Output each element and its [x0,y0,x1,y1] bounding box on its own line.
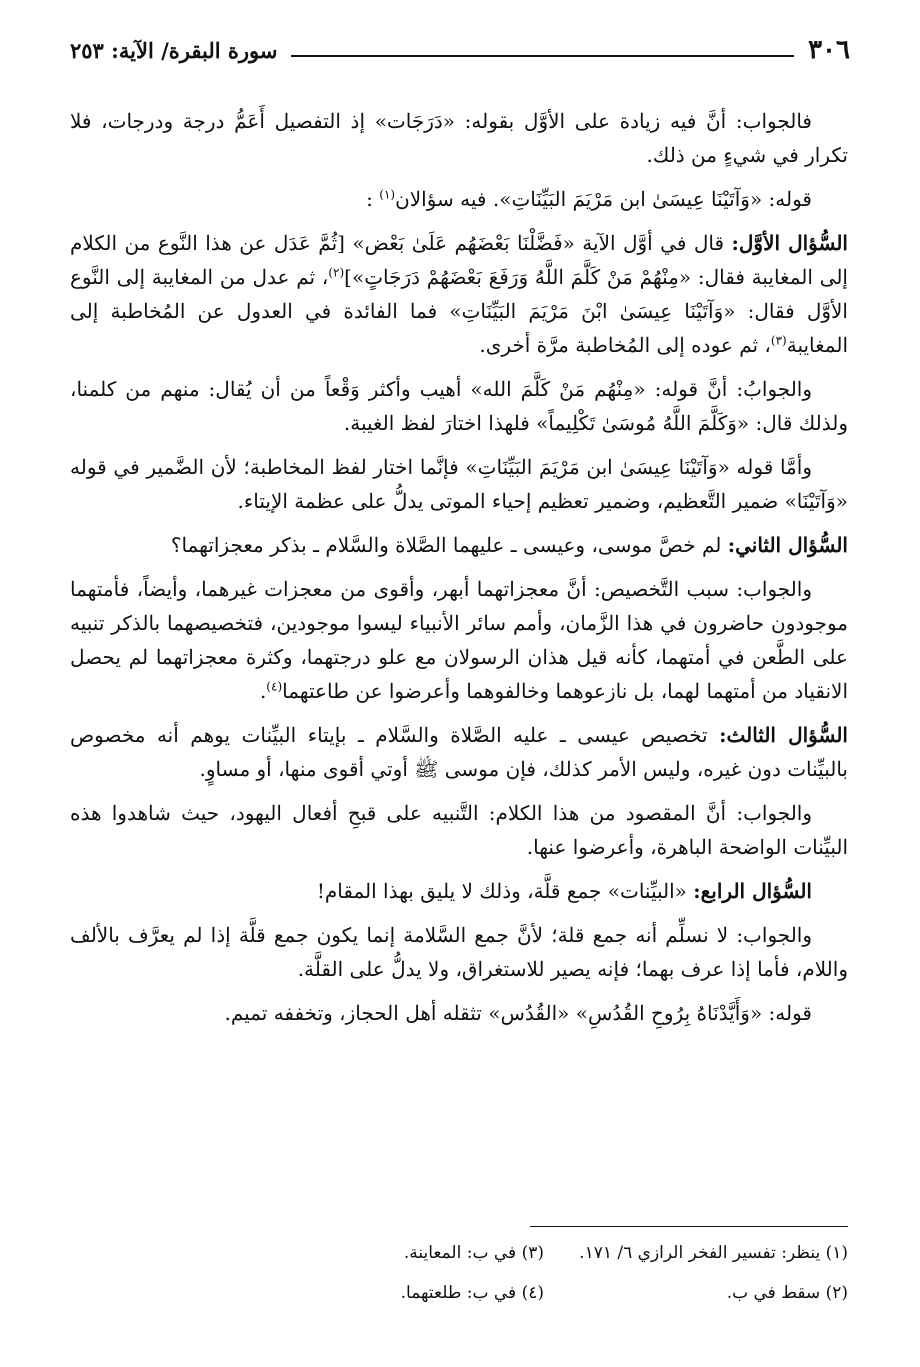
question-label: السُّؤال الثالث: [719,723,848,747]
answer-4: والجواب: لا نسلِّم أنه جمع قلة؛ لأنَّ جمع السَّلامة إنما يكون جمع قلَّة إذا لم يعرَّف بالألف واللام، فأما إذا عرف بهما؛ فإنه يصير للاستغراق، ولا يدلُّ على القلَّة. [70,923,848,981]
footnotes [270,1238,848,1308]
question-label: السُّؤال الأوَّل: [731,231,848,255]
footnote-ref-4: (٤) [266,679,283,694]
paragraph-2: قوله: «وَآتَيْنَا عِيسَىٰ ابن مَرْيَمَ البَيِّنَاتِ». فيه سؤالان$^{(١)}$ : [366,187,812,211]
question-3: السُّؤال الثالث: تخصيص عيسى ـ عليه الصَّلاة والسَّلام ـ بإيتاء البيِّنات يوهم أنه مخصوص بالبيِّنات دون غيره، وليس الأمر كذلك، فإن موسى ﷺ أوتي أقوى منها، أو مساوٍ. [70,723,848,781]
question-2: السُّؤال الثاني: لم خصَّ موسى، وعيسى ـ عليهما الصَّلاة والسَّلام ـ بذكر معجزاتهما؟ [170,533,848,557]
question-1: السُّؤال الأوَّل: قال في أوَّل الآية «فَضَّلْنَا بَعْضَهُم عَلَىٰ بَعْض» [ثُمَّ عَدَل عن هذا النَّوع من الكلام إلى المغايبة فقال: «مِنْهُمْ مَنْ كَلَّمَ اللَّهُ وَرَفَعَ بَعْضَهُمْ دَرَجَاتٍ»]$^{(٢)}$، ثم عدل من المغايبة إلى النَّوع الأوَّل فقال: «وَآتَيْنَا عِيسَىٰ ابْنَ مَرْيَمَ البَيِّنَاتِ» فما الفائدة في العدول عن المُخاطبة إلى المغايبة$^{(٣)}$، ثم عوده إلى المُخاطبة مرَّة أخرى. [70,231,848,357]
page-number: ٣٠٦ [808,35,850,65]
footnote-ref-3: (٣) [770,333,787,348]
running-title: سورة البقرة/ الآية: ٢٥٣ [70,37,278,63]
paragraph-5: وأمَّا قوله «وَآتَيْنَا عِيسَىٰ ابن مَرْيَمَ البَيِّنَاتِ» فإنَّما اختار لفظ المخاطبة؛ لأن الضَّمير في قوله «وَآتَيْنَا» ضمير التَّعظيم، وضمير تعظيم إحياء الموتى يدلُّ على عظمة الإيتاء. [70,455,848,513]
paragraph-12: قوله: «وَأَيَّدْنَاهُ بِرُوحِ القُدُسِ» «القُدُس» تثقله أهل الحجاز، وتخففه تميم. [224,1001,812,1025]
footnote-2: (٢) سقط في ب. [726,1283,848,1303]
footnote-3: (٣) في ب: المعاينة. [403,1243,544,1263]
header-rule [291,55,794,57]
answer-2: والجواب: سبب التَّخصيص: أنَّ معجزاتهما أبهر، وأقوى من معجزات غيرهما، وأيضاً، فأمتهما موجودون حاضرون في هذا الزَّمان، وأمم سائر الأنبياء ليسوا موجودين، فتخصيصهما بالذكر تنبيه على الطَّعن في أمتهما، كأنه قيل هذان الرسولان مع علو درجتهما، وكثرة معجزاتهما لم يحصل الانقياد من أمتهما لهما، بل نازعوهما وخالفوهما وأعرضوا عن طاعتهما$^{(٤)}$. [70,577,848,703]
main-text [70,104,848,1040]
question-label: السُّؤال الثاني: [727,533,848,557]
footnote-ref-1: (١) [379,187,396,202]
question-4: السُّؤال الرابع: «البيِّنات» جمع قلَّة، وذلك لا يليق بهذا المقام! [316,879,812,903]
answer-3: والجواب: أنَّ المقصود من هذا الكلام: التَّنبيه على قبحِ أفعال اليهود، حيث شاهدوا هذه البيِّنات الواضحة الباهرة، وأعرضوا عنها. [70,801,848,859]
answer-1: والجوابُ: أنَّ قوله: «مِنْهُم مَنْ كَلَّمَ الله» أهيب وأكثر وَقْعاً من أن يُقال: منهم من كلمنا، ولذلك قال: «وَكَلَّمَ اللَّهُ مُوسَىٰ تَكْلِيماً» فلهذا اختارَ لفظ الغيبة. [70,377,848,435]
footnote-ref-2: (٢) [328,265,345,280]
page-header [70,30,850,70]
paragraph-1: فالجواب: أنَّ فيه زيادة على الأوَّل بقوله: «دَرَجَات» إذ التفصيل أَعَمُّ درجة ودرجات، فلا تكرار في شيءٍ من ذلك. [70,109,848,167]
question-label: السُّؤال الرابع: [693,879,812,903]
footnote-4: (٤) في ب: طلعتهما. [400,1283,544,1303]
footnote-1: (١) ينظر: تفسير الفخر الرازي ٦/ ١٧١. [579,1243,848,1263]
footnote-separator [530,1226,848,1227]
